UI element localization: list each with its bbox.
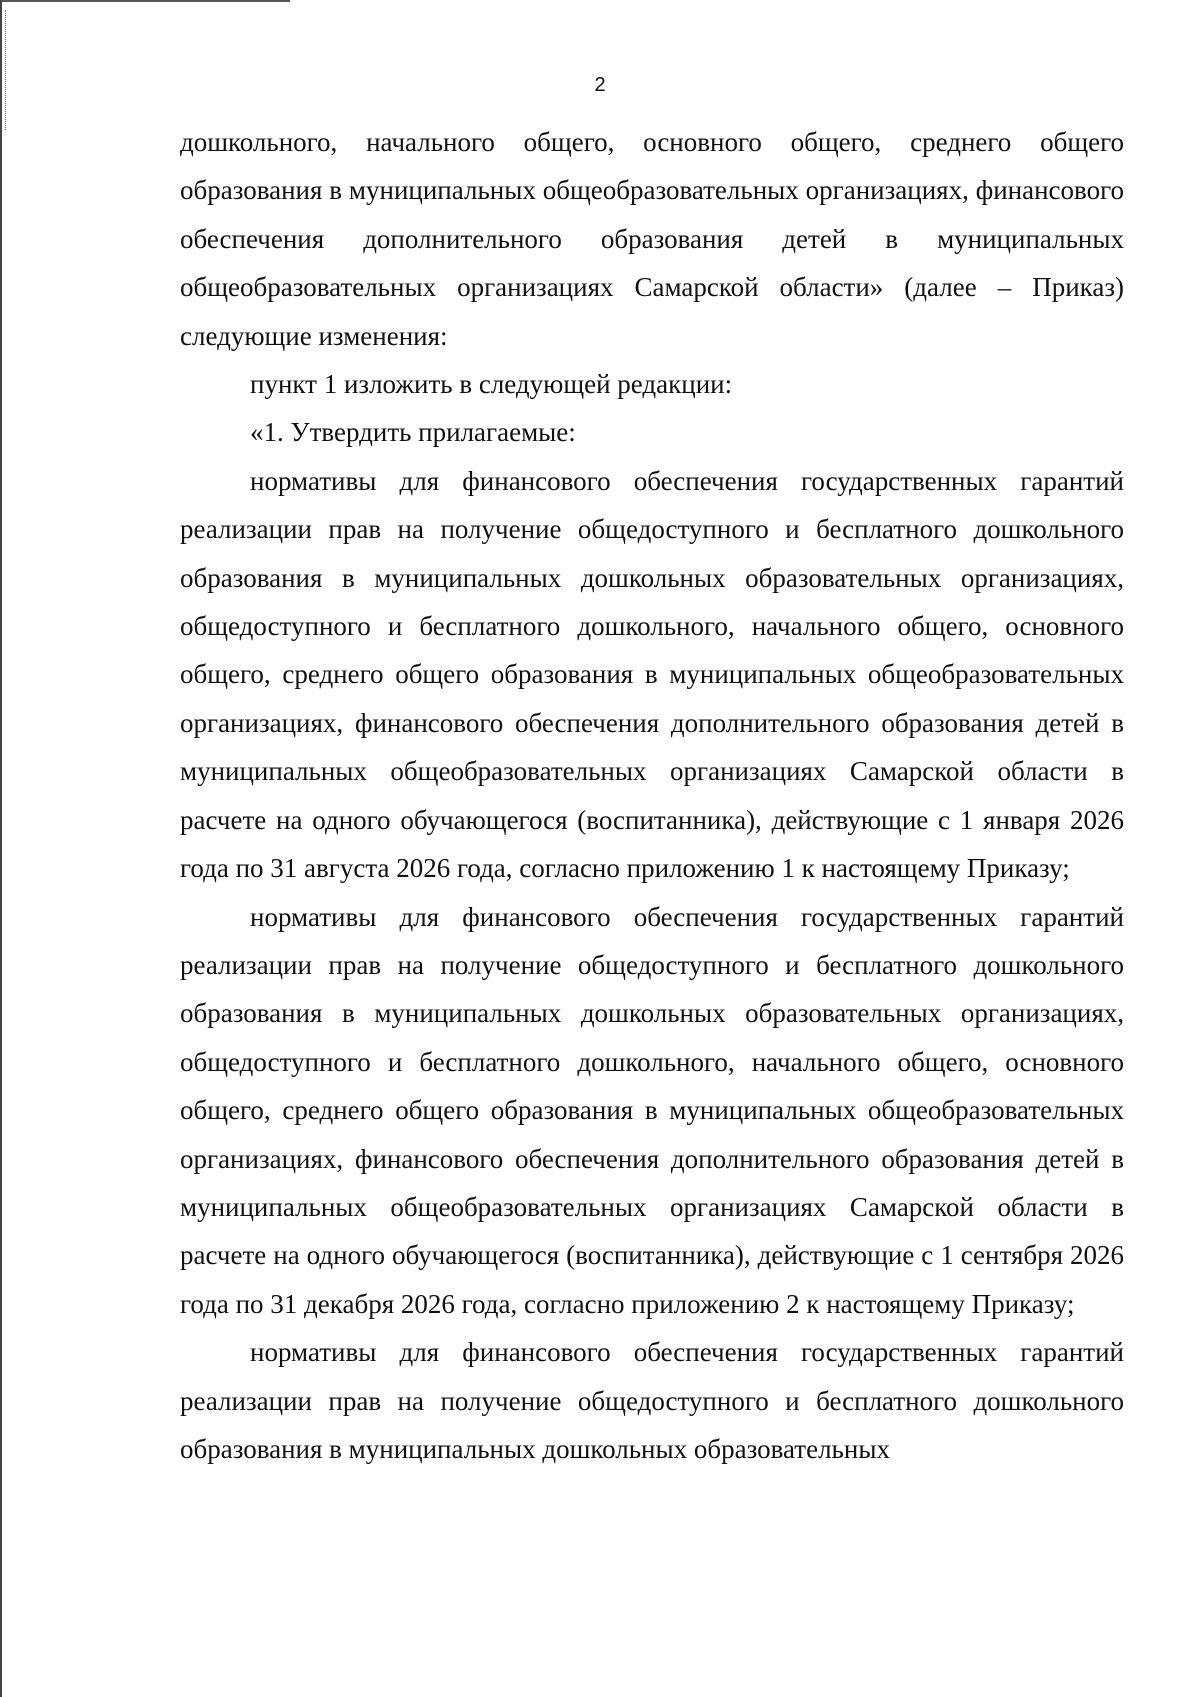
- document-body: [180, 118, 1124, 1473]
- paragraph-continuation: дошкольного, начального общего, основного общего, среднего общего образования в муниципальных общеобразовательных организациях, финансового обеспечения дополнительного образования детей в муниципальных общеобразовательных организациях Самарской области» (далее – Приказ) следующие изменения:: [180, 127, 1124, 351]
- paragraph-amendment-intro: пункт 1 изложить в следующей редакции:: [250, 369, 733, 400]
- paragraph-normative-2: нормативы для финансового обеспечения государственных гарантий реализации прав на получение общедоступного и бесплатного дошкольного образования в муниципальных дошкольных образовательных организациях, общедоступного и бесплатного дошкольного, начального общего, основного общего, среднего общего образования в муниципальных общеобразовательных организациях, финансового обеспечения дополнительного образования детей в муниципальных общеобразовательных организациях Самарской области в расчете на одного обучающегося (воспитанника), действующие с 1 сентября 2026 года по 31 декабря 2026 года, согласно приложению 2 к настоящему Приказу;: [180, 901, 1124, 1319]
- scan-edge-left: [0, 0, 2, 1697]
- scan-edge-top: [0, 0, 290, 2]
- paragraph-normative-3: нормативы для финансового обеспечения государственных гарантий реализации прав на получение общедоступного и бесплатного дошкольного образования в муниципальных дошкольных образовательных: [180, 1337, 1124, 1464]
- paragraph-normative-1: нормативы для финансового обеспечения государственных гарантий реализации прав на получение общедоступного и бесплатного дошкольного образования в муниципальных дошкольных образовательных организациях, общедоступного и бесплатного дошкольного, начального общего, основного общего, среднего общего образования в муниципальных общеобразовательных организациях, финансового обеспечения дополнительного образования детей в муниципальных общеобразовательных организациях Самарской области в расчете на одного обучающегося (воспитанника), действующие с 1 января 2026 года по 31 августа 2026 года, согласно приложению 1 к настоящему Приказу;: [180, 465, 1124, 884]
- scan-artifact: [5, 10, 8, 130]
- page-number: 2: [594, 74, 606, 96]
- paragraph-item-1: «1. Утвердить прилагаемые:: [250, 417, 576, 448]
